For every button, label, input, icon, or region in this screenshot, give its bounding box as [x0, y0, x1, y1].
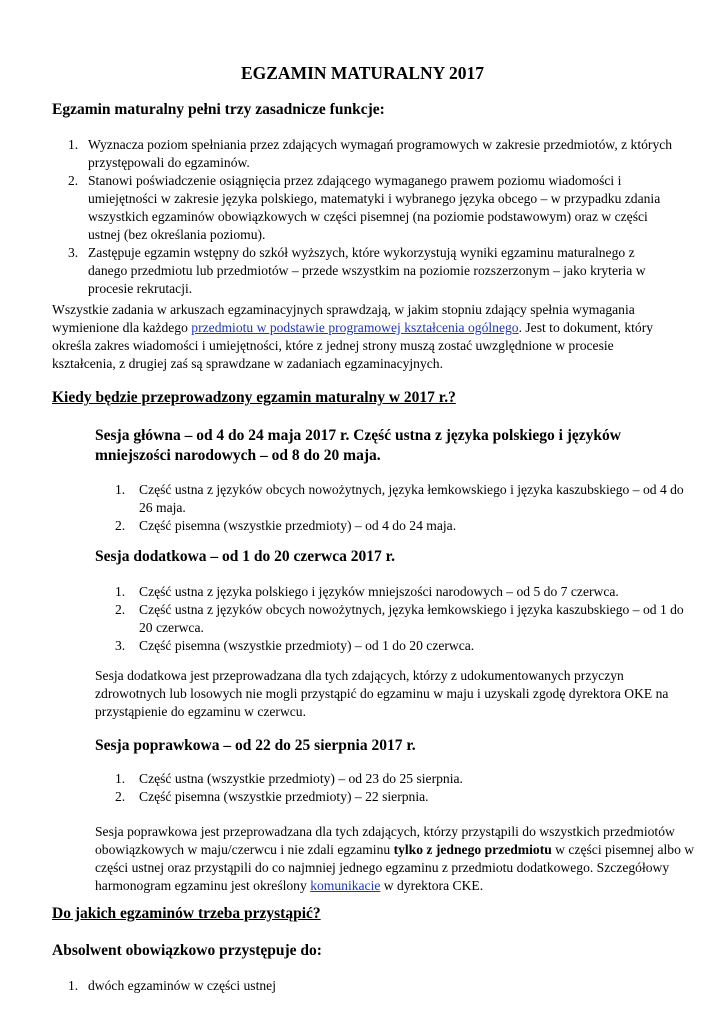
- note-text: Sesja poprawkowa jest przeprowadzana dla tych zdających, którzy przystąpili do wszystkich przedmiotów obowiązkowych w maju/czerwcu i nie zdali egzaminu: [95, 824, 675, 857]
- main-session-list: [95, 481, 695, 535]
- list-number: 1.: [68, 137, 79, 152]
- list-item: [95, 583, 695, 601]
- extra-session-list: [95, 583, 695, 655]
- when-heading-block: [52, 389, 677, 407]
- list-text: Część pisemna (wszystkie przedmioty) – 22 sierpnia.: [139, 789, 429, 804]
- list-number: 2.: [115, 518, 126, 533]
- list-text: Zastępuje egzamin wstępny do szkół wyższych, które wykorzystują wyniki egzaminu maturalnego z danego przedmiotu lub przedmiotów – przede wszystkim na poziomie rozszerzonym – jako kryteria w procesie rekrutacji.: [88, 245, 646, 296]
- list-text: dwóch egzaminów w części ustnej: [88, 978, 276, 993]
- main-session-list-block: [95, 481, 695, 535]
- when-heading: Kiedy będzie przeprowadzony egzamin maturalny w 2017 r.?: [52, 389, 456, 406]
- note-emphasis: tylko z jednego przedmiotu: [393, 842, 552, 857]
- retake-session-note-block: [95, 823, 695, 895]
- which-heading-block: [52, 905, 677, 923]
- which-heading: Do jakich egzaminów trzeba przystąpić?: [52, 905, 321, 922]
- which-subheading: Absolwent obowiązkowo przystępuje do:: [52, 942, 322, 959]
- note-text: w części pisemnej albo w części ustnej oraz przystąpili do co najmniej jednego egzaminu z przedmiotu dodatkowego. Szczegółowy harmonogram egzaminu jest określony: [95, 842, 695, 893]
- list-number: 1.: [68, 978, 79, 993]
- list-item: [52, 977, 677, 995]
- list-number: 1.: [115, 771, 126, 786]
- list-item: [95, 788, 695, 806]
- intro-paragraph: [52, 301, 677, 373]
- which-sub-block: [52, 942, 677, 960]
- extra-session-heading-block: [95, 547, 695, 567]
- retake-session-note: [95, 823, 695, 895]
- list-item: [95, 517, 695, 535]
- note-text: w dyrektora CKE.: [380, 878, 484, 893]
- intro-list-block: [52, 136, 677, 298]
- retake-session-list: [95, 770, 695, 806]
- page-title: EGZAMIN MATURALNY 2017: [240, 63, 485, 83]
- list-number: 1.: [115, 584, 126, 599]
- list-text: Część ustna z języków obcych nowożytnych, języka łemkowskiego i języka kaszubskiego – od 4 do 26 maja.: [139, 482, 684, 515]
- intro-list: [52, 136, 677, 298]
- list-number: 2.: [115, 789, 126, 804]
- retake-session-heading: Sesja poprawkowa – od 22 do 25 sierpnia 2017 r.: [95, 737, 416, 754]
- list-item: [95, 637, 695, 655]
- extra-session-note: Sesja dodatkowa jest przeprowadzana dla tych zdających, którzy z udokumentowanych przyczyn zdrowotnych lub losowych nie mogli przystąpić do egzaminu w maju i uzyskali zgodę dyrektora OKE na przystąpienie do egzaminu w czerwcu.: [95, 668, 669, 719]
- list-number: 3.: [68, 245, 79, 260]
- retake-session-list-block: [95, 770, 695, 806]
- list-text: Część ustna (wszystkie przedmioty) – od 23 do 25 sierpnia.: [139, 771, 463, 786]
- main-session-heading: Sesja główna – od 4 do 24 maja 2017 r. Część ustna z języka polskiego i języków mniejszości narodowych – od 8 do 20 maja.: [95, 427, 621, 464]
- list-number: 3.: [115, 638, 126, 653]
- list-number: 2.: [115, 602, 126, 617]
- curriculum-link[interactable]: przedmiotu w podstawie programowej kształcenia ogólnego: [191, 320, 519, 335]
- retake-session-heading-block: [95, 736, 695, 756]
- intro-heading: Egzamin maturalny pełni trzy zasadnicze funkcje:: [52, 101, 385, 118]
- paragraph-text: Wszystkie zadania w arkuszach egzaminacyjnych sprawdzają, w jakim stopniu zdający spełnia wymagania wymienione dla każdego: [52, 302, 635, 335]
- list-item: [52, 172, 677, 244]
- list-item: [95, 770, 695, 788]
- list-number: 2.: [68, 173, 79, 188]
- which-list: [52, 977, 677, 995]
- which-list-block: [52, 977, 677, 995]
- list-text: Stanowi poświadczenie osiągnięcia przez zdającego wymaganego prawem poziomu wiadomości i umiejętności w zakresie języka polskiego, matematyki i wybranego języka obcego – w przypadku zdania wszystkich egzaminów obowiązkowych w części pisemnej (na poziomie podstawowym) oraz w części ustnej (bez określania poziomu).: [88, 173, 661, 242]
- announcement-link[interactable]: komunikacie: [310, 878, 381, 893]
- list-item: [95, 601, 695, 637]
- list-item: [52, 136, 677, 172]
- intro-paragraph-block: [52, 301, 677, 373]
- list-text: Część ustna z języków obcych nowożytnych, języka łemkowskiego i języka kaszubskiego – od 1 do 20 czerwca.: [139, 602, 684, 635]
- extra-session-note-block: [95, 667, 695, 721]
- list-item: [52, 244, 677, 298]
- list-number: 1.: [115, 482, 126, 497]
- list-text: Wyznacza poziom spełniania przez zdających wymagań programowych w zakresie przedmiotów, z których przystępowali do egzaminów.: [88, 137, 673, 170]
- extra-session-list-block: [95, 583, 695, 655]
- intro-section: [52, 101, 677, 119]
- extra-session-heading: Sesja dodatkowa – od 1 do 20 czerwca 2017 r.: [95, 548, 395, 565]
- list-text: Część ustna z języka polskiego i języków mniejszości narodowych – od 5 do 7 czerwca.: [139, 584, 619, 599]
- main-session-heading-block: [95, 426, 695, 466]
- list-text: Część pisemna (wszystkie przedmioty) – od 1 do 20 czerwca.: [139, 638, 475, 653]
- paragraph-text: . Jest to dokument, który określa zakres wiadomości i umiejętności, które z jednej strony muszą zostać uwzględnione w procesie kształcenia, z drugiej zaś są sprawdzane w zadaniach egzaminacyjnych.: [52, 320, 654, 371]
- list-item: [95, 481, 695, 517]
- list-text: Część pisemna (wszystkie przedmioty) – od 4 do 24 maja.: [139, 518, 457, 533]
